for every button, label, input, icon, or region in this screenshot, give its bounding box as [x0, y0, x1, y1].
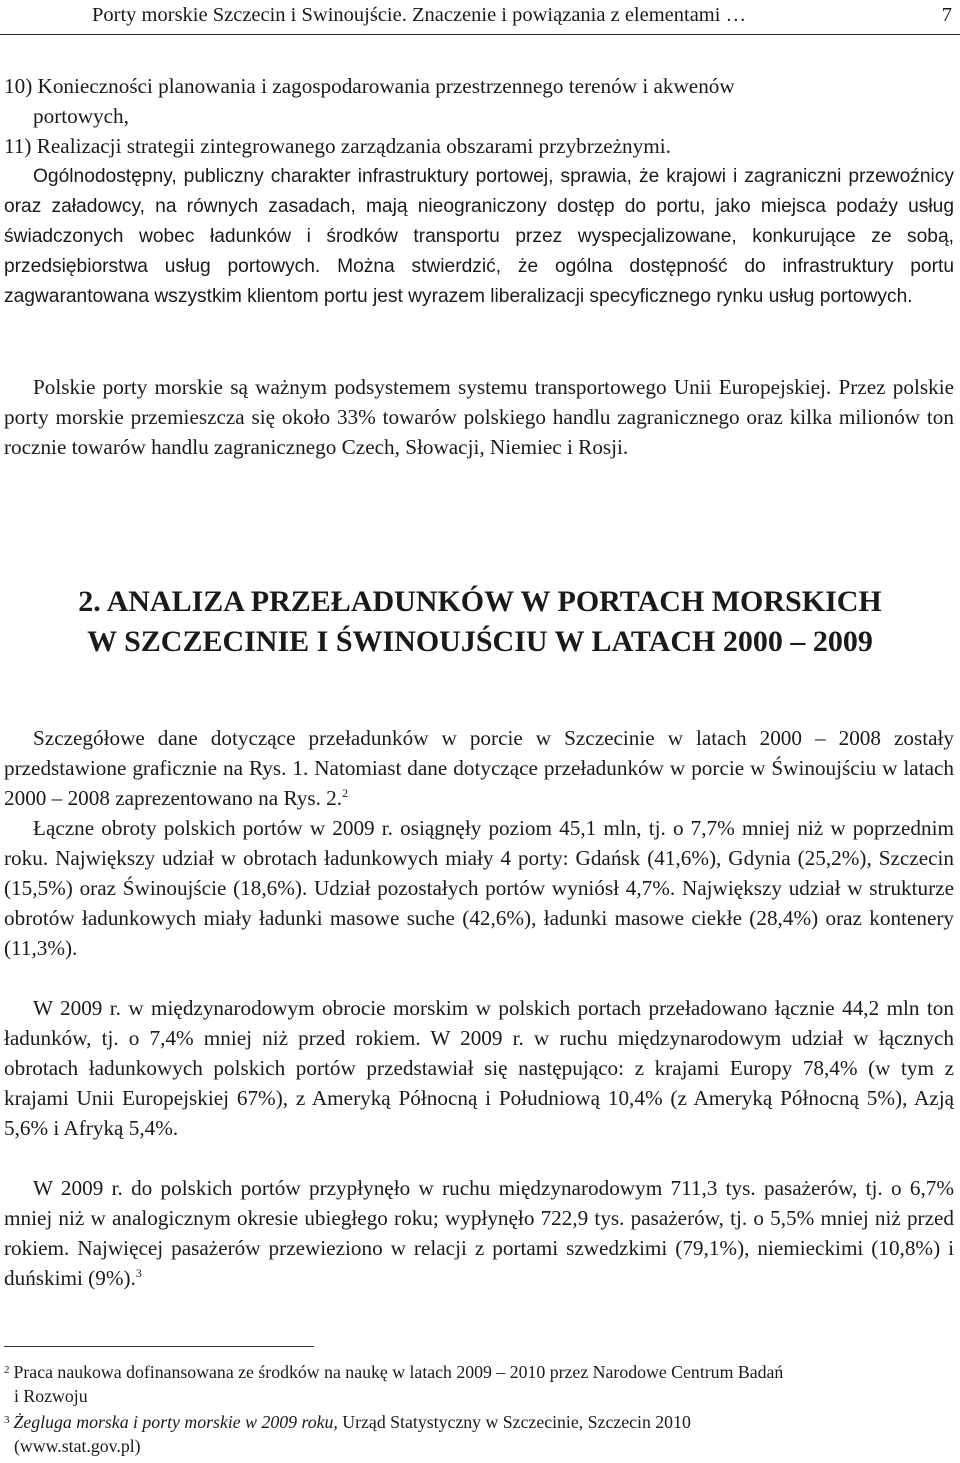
footnote-2-text: Praca naukowa dofinansowana ze środków na naukę w latach 2009 – 2010 przez Narodowe Centrum Badań [13, 1362, 784, 1382]
paragraph-passengers-text: W 2009 r. do polskich portów przypłynęło w ruchu międzynarodowym 711,3 tys. pasażerów, tj. o 6,7% mniej niż w analogicznym okresie ubiegłego roku; wypłynęło 722,9 tys. pasażerów, tj. o 5,5% mniej niż przed rokiem. Najwięcej pasażerów przewieziono w relacji z portami szwedzkimi (79,1%), niemieckimi (10,8%) i duńskimi (9%). [4, 1176, 954, 1290]
paragraph-international-trade: W 2009 r. w międzynarodowym obrocie morskim w polskich portach przeładowano łącznie 44,2 mln ton ładunków, tj. o 7,4% mniej niż przed rokiem. W 2009 r. w ruchu międzynarodowym udział w łącznych obrotach ładunkowych polskich portów przedstawiał się następująco: z krajami Europy 78,4% (w tym z krajami Unii Europejskiej 67%), z Ameryką Północną i Południową 10,4% (z Ameryką Północną 5%), Azją 5,6% i Afryką 5,4%. [4, 996, 954, 1140]
footnote-ref-3: 3 [135, 1265, 142, 1280]
paragraph-eu-transport: Polskie porty morskie są ważnym podsystemem systemu transportowego Unii Europejskiej. Przez polskie porty morskie przemieszcza się około 33% towarów polskiego handlu zagranicznego oraz kilka milionów ton rocznie towarów handlu zagranicznego Czech, Słowacji, Niemiec i Rosji. [4, 375, 954, 459]
paragraph-port-turnover: Łączne obroty polskich portów w 2009 r. osiągnęły poziom 45,1 mln, tj. o 7,7% mniej niż w poprzednim roku. Największy udział w obrotach ładunkowych miały 4 porty: Gdańsk (41,6%), Gdynia (25,2%), Szczecin (15,5%) oraz Świnoujście (18,6%). Udział pozostałych portów wyniósł 4,7%. Największy udział w strukturze obrotów ładunkowych miały ładunki masowe suche (42,6%), ładunki masowe ciekłe (28,4%) oraz kontenery (11,3%). [4, 816, 954, 960]
footnote-ref-2: 2 [342, 785, 349, 800]
page-number: 7 [941, 4, 952, 26]
chapter-heading-line-2: W SZCZECINIE I ŚWINOUJŚCIU W LATACH 2000 – 2009 [87, 625, 873, 658]
list-item-10: 10) Konieczności planowania i zagospodarowania przestrzennego terenów i akwenów [4, 74, 735, 98]
footnote-3-marker: 3 [4, 1414, 10, 1426]
chapter-heading [0, 582, 960, 662]
footnote-3-publisher: Urząd Statystyczny w Szczecinie, Szczecin 2010 [337, 1412, 691, 1432]
running-header [0, 0, 960, 35]
paragraph-port-access: Ogólnodostępny, publiczny charakter infrastruktury portowej, sprawia, że krajowi i zagraniczni przewoźnicy oraz załadowcy, na równych zasadach, mają nieograniczony dostęp do portu, jako miejsca podaży usług świadczonych wobec ładunków i środków transportu przez wyspecjalizowane, konkurujące ze sobą, przedsiębiorstwa usług portowych. Można stwierdzić, że ogólna dostępność do infrastruktury portu zagwarantowana wszystkim klientom portu jest wyrazem liberalizacji specyficznego rynku usług portowych. [4, 166, 954, 307]
header-title: Porty morskie Szczecin i Swinoujście. Znaczenie i powiązania z elementami … [92, 4, 747, 26]
footnote-3-title: Żegluga morska i porty morskie w 2009 roku, [13, 1412, 338, 1432]
footnote-divider [4, 1346, 314, 1347]
footnote-3 [4, 1410, 954, 1458]
list-item-10-continuation: portowych, [33, 104, 129, 128]
footnote-2-continuation: i Rozwoju [14, 1386, 88, 1406]
footnote-2 [4, 1360, 954, 1408]
footnote-3-link: (www.stat.gov.pl) [14, 1436, 141, 1456]
numbered-list [4, 71, 954, 161]
list-item-11: 11) Realizacji strategii zintegrowanego zarządzania obszarami przybrzeżnymi. [4, 134, 671, 158]
footnote-2-marker: 2 [4, 1364, 10, 1376]
paragraph-figure-reference-text: Szczegółowe dane dotyczące przeładunków w porcie w Szczecinie w latach 2000 – 2008 zostały przedstawione graficznie na Rys. 1. Natomiast dane dotyczące przeładunków w porcie w Świnoujściu w latach 2000 – 2008 zaprezentowano na Rys. 2. [4, 726, 954, 810]
chapter-heading-line-1: 2. ANALIZA PRZEŁADUNKÓW W PORTACH MORSKICH [78, 585, 882, 618]
paragraph-figure-reference [4, 723, 954, 813]
paragraph-passengers [4, 1173, 954, 1293]
